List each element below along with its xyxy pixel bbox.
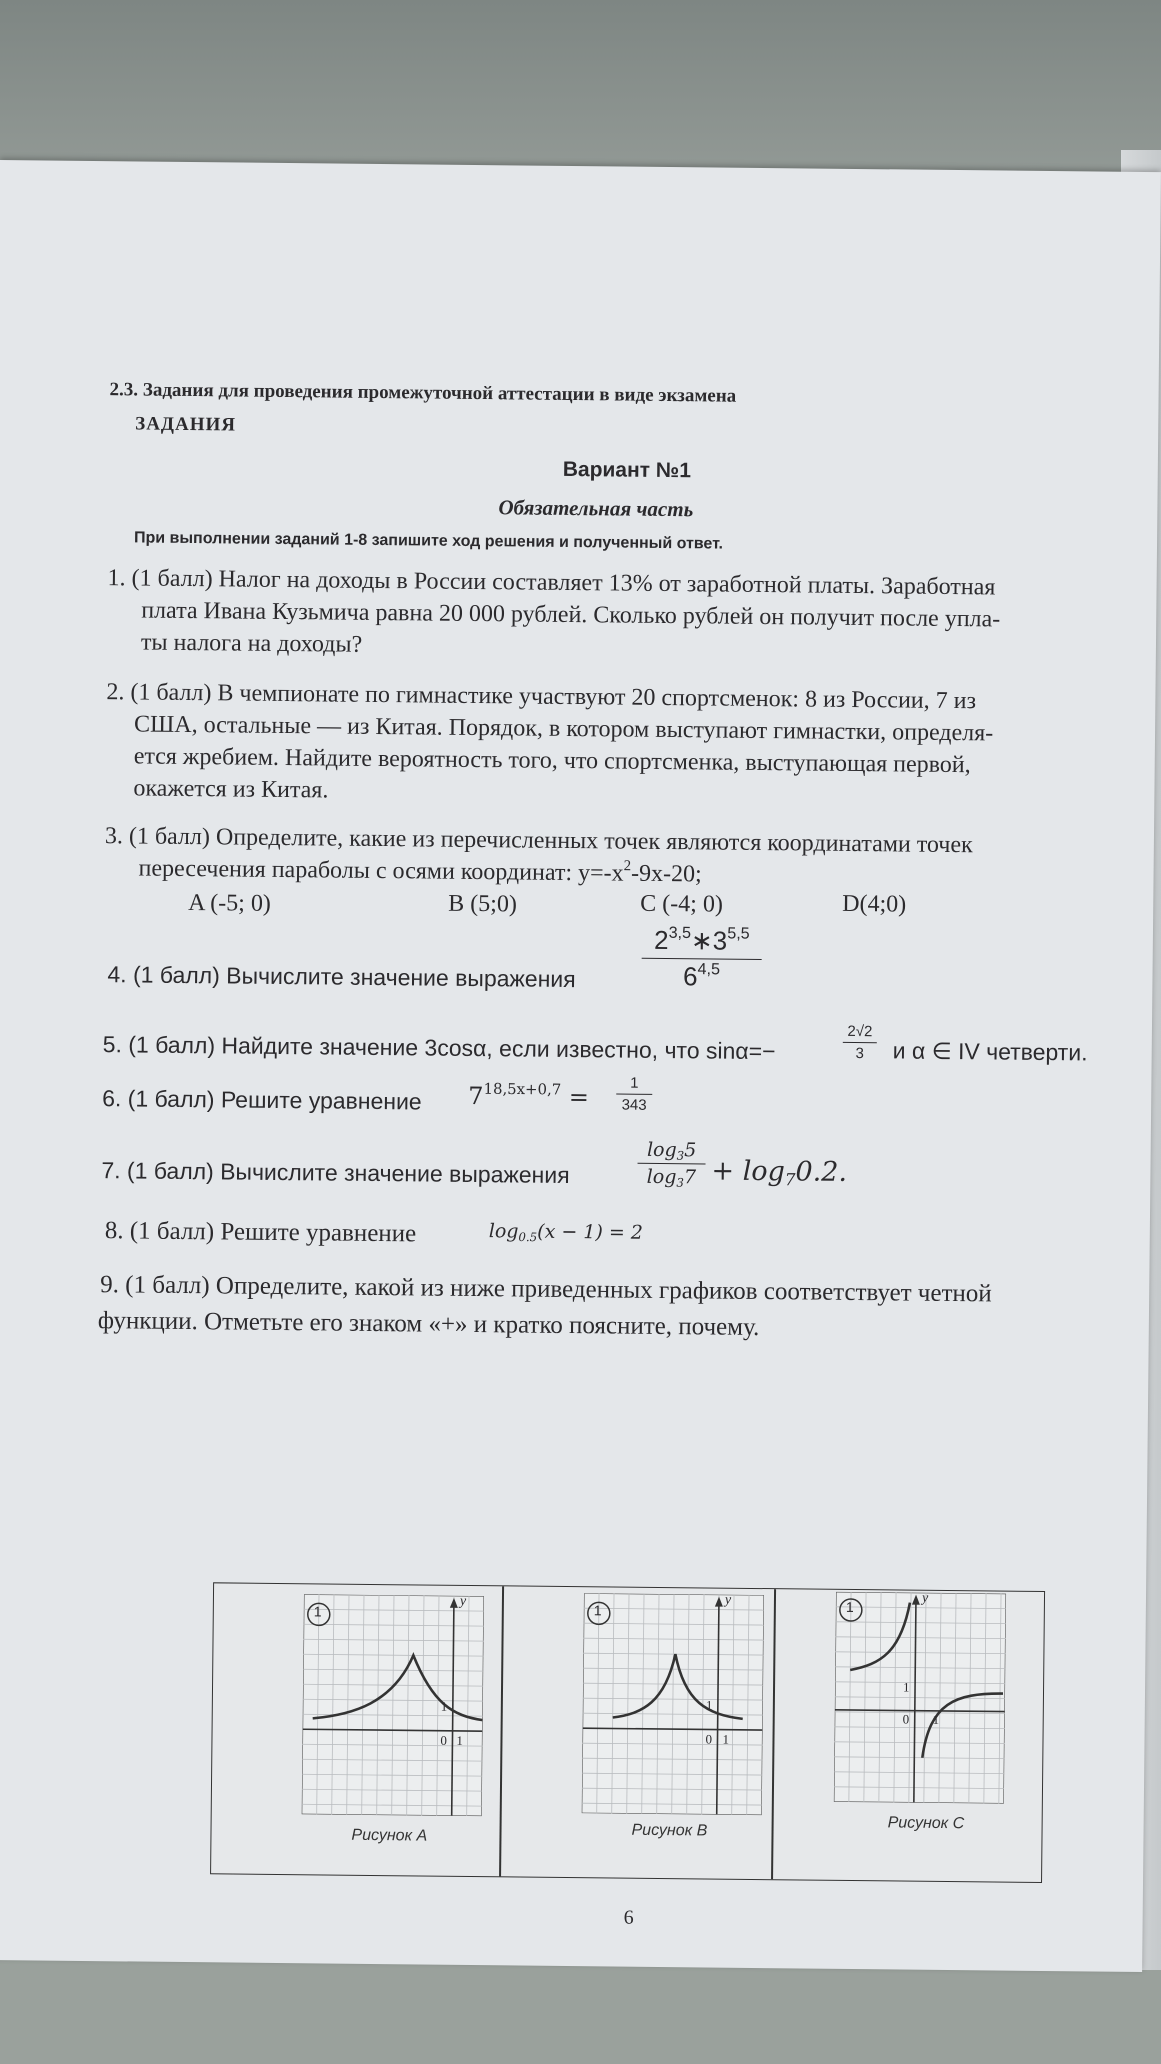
task-4-fraction [641,925,762,993]
figure-b-caption: Рисунок В [631,1821,708,1840]
task-6-fraction: 1 343 [616,1075,652,1114]
figure-c-zero-label: 0 [902,1711,910,1727]
task-2-line-3: ется жребием. Найдите вероятность того, что спортсменка, выступающая первой, [133,743,971,779]
figure-a [302,1593,484,1845]
task-4-text: 4. (1 балл) Вычислите значение выражения [107,961,576,993]
task-2-line-1: 2. (1 балл) В чемпионате по гимнастике участвуют 20 спортсменок: 8 из России, 7 из [106,679,977,715]
task-1-line-1: 1. (1 балл) Налог на доходы в России составляет 13% от заработной платы. Заработная [107,565,996,601]
task-5-text: 5. (1 балл) Найдите значение 3cosα, если известно, что sinα=− [102,1031,776,1065]
task-7-fraction: $\log_35$ $\log_37$ [637,1139,706,1189]
figure-b-y-label: y [724,1592,732,1608]
figure-c [834,1590,1006,1833]
task-3-option-b: B (5;0) [448,890,518,918]
task-9-line-1: 9. (1 балл) Определите, какой из ниже приведенных графиков соответствует четной [100,1271,992,1308]
figure-a-zero-label: 0 [440,1732,448,1748]
task-9-line-2: функции. Отметьте его знаком «+» и кратко поясните, почему. [97,1307,760,1342]
figure-c-graph [834,1592,1006,1804]
figure-c-x-one-label: 1 [932,1711,940,1727]
task-3-line-1: 3. (1 балл) Определите, какие из перечисленных точек являются координатами точек [104,823,973,859]
task-3-option-d: D(4;0) [842,890,907,918]
task-4-numerator: 2$^{3,5}$∗3$^{5,5}$ [653,923,750,956]
figure-a-x-one-label: 1 [456,1732,464,1748]
figure-c-one-label: 1 [902,1679,910,1695]
document-page [0,160,1161,1972]
task-3-option-a: A (-5; 0) [188,890,272,917]
figure-b [582,1592,764,1840]
task-3-option-c: C (-4; 0) [640,890,724,918]
task-2-line-2: США, остальные — из Китая. Порядок, в котором выступают гимнастки, определя- [133,711,994,747]
task-7-plus-log: + $\log_70.2$. [711,1155,848,1190]
task-5-fraction: 2√2 3 [843,1023,877,1062]
task-1-line-2: плата Ивана Кузьмича равна 20 000 рублей. Сколько рублей он получит после упла- [141,597,1001,633]
figure-a-y-label: y [459,1593,467,1609]
instruction: При выполнении заданий 1-8 запишите ход решения и полученный ответ. [133,529,724,553]
figure-b-zero-label: 0 [705,1731,713,1747]
figure-a-graph [302,1594,484,1816]
variant-title: Вариант №1 [562,457,692,483]
figure-a-caption: Рисунок А [351,1826,428,1845]
figure-b-graph [582,1593,764,1815]
table-divider-2 [771,1589,776,1879]
page-number: 6 [623,1906,634,1929]
figure-a-badge-label: 1 [313,1603,322,1620]
figures-table [210,1582,1045,1883]
tasks-heading: ЗАДАНИЯ [135,413,237,436]
section-heading: 2.3. Задания для проведения промежуточной аттестации в виде экзамена [109,379,737,407]
figure-b-x-one-label: 1 [722,1731,730,1747]
figure-b-one-label: 1 [705,1697,713,1713]
task-1-line-3: ты налога на доходы? [140,629,363,658]
task-5-post: и α ∈ IV четверти. [892,1037,1088,1066]
task-4-denominator: 6$^{4,5}$ [682,960,721,992]
figure-c-y-label: y [921,1590,929,1606]
task-7-text: 7. (1 балл) Вычислите значение выражения [101,1157,570,1189]
part-title: Обязательная часть [498,495,694,522]
figure-c-badge-label: 1 [845,1598,854,1616]
figure-b-badge-label: 1 [593,1602,602,1619]
task-6-text: 6. (1 балл) Решите уравнение [102,1085,422,1115]
figure-a-one-label: 1 [440,1698,448,1714]
table-divider-1 [499,1586,504,1876]
task-6-power: $7^{18,5x+0,7}$ = [468,1079,590,1112]
task-3-line-2: пересечения параболы с осями координат: $y=-x^2-9x-20$; [138,855,702,888]
task-2-line-4: окажется из Китая. [133,775,329,804]
task-8-equation: $\log_{0.5}(x - 1) = 2$ [488,1220,644,1245]
task-8-text: 8. (1 балл) Решите уравнение [104,1217,417,1248]
figure-c-caption: Рисунок С [887,1814,965,1833]
